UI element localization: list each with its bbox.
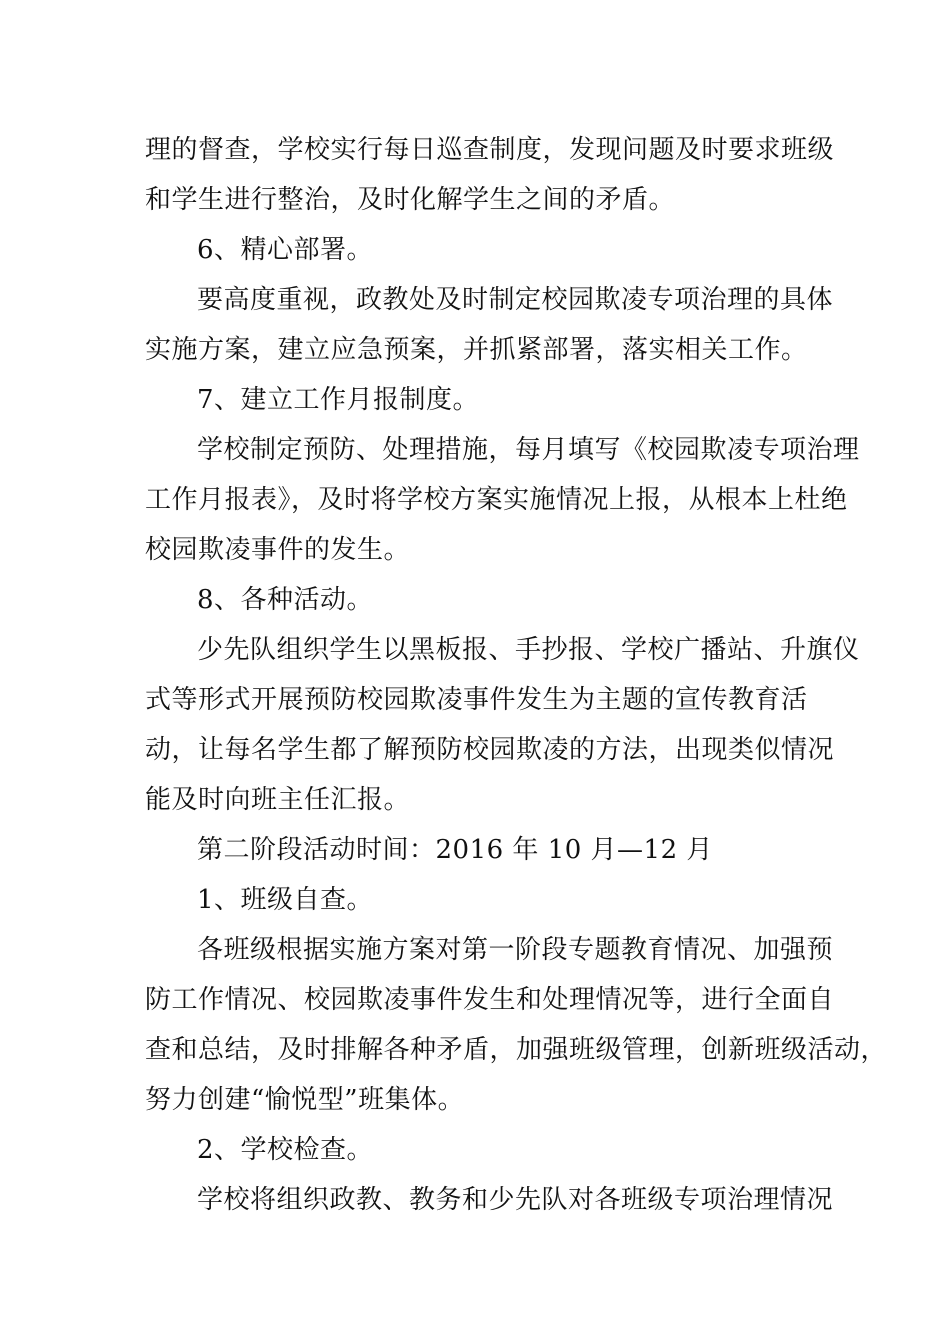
text-line: 实施方案，建立应急预案，并抓紧部署，落实相关工作。 bbox=[145, 335, 808, 365]
paragraph bbox=[145, 925, 888, 1125]
paragraph bbox=[145, 875, 810, 925]
paragraph bbox=[145, 275, 834, 375]
paragraph bbox=[145, 1175, 834, 1225]
text-line: 第二阶段活动时间：2016 年 10 月—12 月 bbox=[197, 835, 713, 865]
paragraph bbox=[145, 575, 810, 625]
document-body bbox=[145, 125, 888, 1225]
text-line: 学校制定预防、处理措施，每月填写《校园欺凌专项治理 bbox=[197, 435, 860, 465]
text-line: 防工作情况、校园欺凌事件发生和处理情况等，进行全面自 bbox=[145, 985, 835, 1015]
text-line: 能及时向班主任汇报。 bbox=[145, 785, 411, 815]
paragraph bbox=[145, 225, 810, 275]
text-line: 理的督查，学校实行每日巡查制度，发现问题及时要求班级 bbox=[145, 135, 835, 165]
paragraph bbox=[145, 1125, 810, 1175]
text-line: 7、建立工作月报制度。 bbox=[197, 385, 480, 415]
text-line: 各班级根据实施方案对第一阶段专题教育情况、加强预 bbox=[197, 935, 834, 965]
text-line: 2、学校检查。 bbox=[197, 1135, 374, 1165]
paragraph bbox=[145, 825, 810, 875]
text-line: 工作月报表》，及时将学校方案实施情况上报，从根本上杜绝 bbox=[145, 485, 848, 515]
text-line: 6、精心部署。 bbox=[197, 235, 374, 265]
text-line: 要高度重视，政教处及时制定校园欺凌专项治理的具体 bbox=[197, 285, 834, 315]
text-line: 少先队组织学生以黑板报、手抄报、学校广播站、升旗仪 bbox=[197, 635, 860, 665]
text-line: 1、班级自查。 bbox=[197, 885, 374, 915]
paragraph bbox=[145, 125, 835, 225]
paragraph bbox=[145, 375, 810, 425]
paragraph bbox=[145, 625, 860, 825]
paragraph bbox=[145, 425, 860, 575]
text-line: 和学生进行整治，及时化解学生之间的矛盾。 bbox=[145, 185, 676, 215]
text-line: 校园欺凌事件的发生。 bbox=[145, 535, 411, 565]
text-line: 动，让每名学生都了解预防校园欺凌的方法，出现类似情况 bbox=[145, 735, 835, 765]
text-line: 8、各种活动。 bbox=[197, 585, 374, 615]
text-line: 学校将组织政教、教务和少先队对各班级专项治理情况 bbox=[197, 1185, 834, 1215]
text-line: 查和总结，及时排解各种矛盾，加强班级管理，创新班级活动， bbox=[145, 1035, 888, 1065]
text-line: 式等形式开展预防校园欺凌事件发生为主题的宣传教育活 bbox=[145, 685, 808, 715]
text-line: 努力创建“愉悦型”班集体。 bbox=[145, 1085, 465, 1115]
